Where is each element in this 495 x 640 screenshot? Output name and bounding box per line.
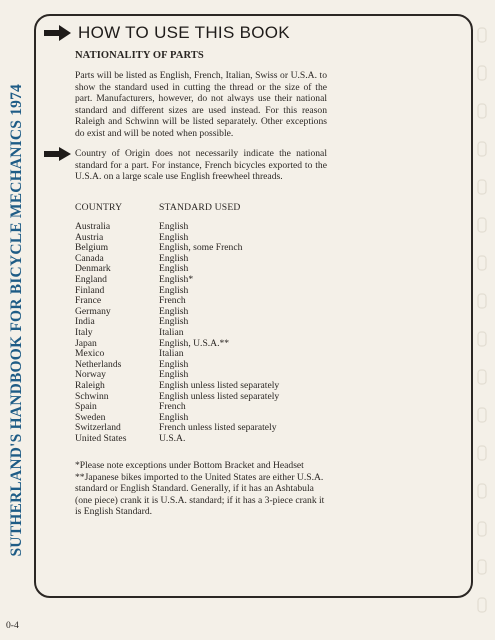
book-title: SUTHERLAND'S HANDBOOK FOR BICYCLE MECHANICS 1974 xyxy=(8,83,25,557)
country-standard-table xyxy=(75,222,335,444)
country-cell: Raleigh xyxy=(75,379,105,391)
table-row xyxy=(75,286,335,297)
country-cell: Mexico xyxy=(75,348,105,360)
table-row xyxy=(75,328,335,339)
table-row xyxy=(75,222,335,233)
standard-cell: English xyxy=(159,263,189,275)
standard-cell: English* xyxy=(159,273,194,285)
standard-cell: French xyxy=(159,401,186,413)
table-row xyxy=(75,307,335,318)
column-header-standard: STANDARD USED xyxy=(159,202,241,213)
country-cell: France xyxy=(75,295,102,307)
country-cell: Canada xyxy=(75,252,104,264)
binder-holes xyxy=(474,0,492,640)
book-title-vertical xyxy=(4,40,30,600)
country-cell: Australia xyxy=(75,221,111,232)
country-cell: Schwinn xyxy=(75,390,109,402)
standard-cell: U.S.A. xyxy=(159,432,186,444)
country-cell: Japan xyxy=(75,337,97,349)
standard-cell: French xyxy=(159,295,186,307)
standard-cell: English xyxy=(159,369,189,381)
country-cell: Italy xyxy=(75,326,93,338)
country-cell: Belgium xyxy=(75,242,109,254)
table-row xyxy=(75,254,335,265)
table-row xyxy=(75,339,335,350)
standard-cell: English, some French xyxy=(159,242,243,254)
standard-cell: English unless listed separately xyxy=(159,379,280,391)
heading xyxy=(42,23,290,43)
country-cell: Netherlands xyxy=(75,358,122,370)
country-cell: Denmark xyxy=(75,263,111,275)
country-cell: Norway xyxy=(75,369,106,381)
standard-cell: English xyxy=(159,231,189,243)
country-cell: India xyxy=(75,316,95,328)
table-row xyxy=(75,392,335,403)
table-row xyxy=(75,296,335,307)
section-title: NATIONALITY OF PARTS xyxy=(75,50,204,61)
country-cell: Spain xyxy=(75,401,97,413)
country-cell: England xyxy=(75,273,107,285)
standard-cell: English xyxy=(159,252,189,264)
heading-text: HOW TO USE THIS BOOK xyxy=(78,23,290,42)
country-cell: Germany xyxy=(75,305,111,317)
country-cell: United States xyxy=(75,432,127,444)
table-row xyxy=(75,360,335,371)
table-row xyxy=(75,275,335,286)
table-row xyxy=(75,264,335,275)
country-cell: Austria xyxy=(75,231,104,243)
footnote-2: **Japanese bikes imported to the United States are either U.S.A. standard or English Standard. Generally, if it has an Ashtabula (one piece) crank it is U.S.A. standard; if it has a 3-piece crank it is English Standard. xyxy=(75,471,325,517)
table-row xyxy=(75,402,335,413)
standard-cell: English unless listed separately xyxy=(159,390,280,402)
standard-cell: English xyxy=(159,221,189,232)
table-row xyxy=(75,434,335,445)
standard-cell: Italian xyxy=(159,348,184,360)
arrow-right-icon xyxy=(42,24,72,42)
column-header-country: COUNTRY xyxy=(75,202,123,213)
paragraph-1: Parts will be listed as English, French, Italian, Swiss or U.S.A. to show the standard used in cutting the thread or the size of the part. Manufacturers, however, do not always use their national standard and different sizes are used instead. For this reason Raleigh and Schwinn will be listed separately. Other exceptions do exist and will be noted when possible. xyxy=(75,70,327,139)
footnote-1: *Please note exceptions under Bottom Bracket and Headset xyxy=(75,460,304,471)
paragraph-2: Country of Origin does not necessarily indicate the national standard for a part. For instance, French bicycles exported to the U.S.A. on a large scale use English freewheel threads. xyxy=(75,148,327,182)
standard-cell: English xyxy=(159,358,189,370)
standard-cell: English xyxy=(159,411,189,423)
country-cell: Finland xyxy=(75,284,105,296)
standard-cell: English, U.S.A.** xyxy=(159,337,230,349)
footnotes xyxy=(75,460,330,518)
standard-cell: English xyxy=(159,305,189,317)
standard-cell: English xyxy=(159,284,189,296)
standard-cell: French unless listed separately xyxy=(159,422,277,434)
standard-cell: Italian xyxy=(159,326,184,338)
table-row xyxy=(75,381,335,392)
arrow-right-icon xyxy=(42,146,72,162)
country-cell: Switzerland xyxy=(75,422,121,434)
page-number: 0-4 xyxy=(6,620,19,631)
table-row xyxy=(75,317,335,328)
table-row xyxy=(75,243,335,254)
country-cell: Sweden xyxy=(75,411,106,423)
standard-cell: English xyxy=(159,316,189,328)
